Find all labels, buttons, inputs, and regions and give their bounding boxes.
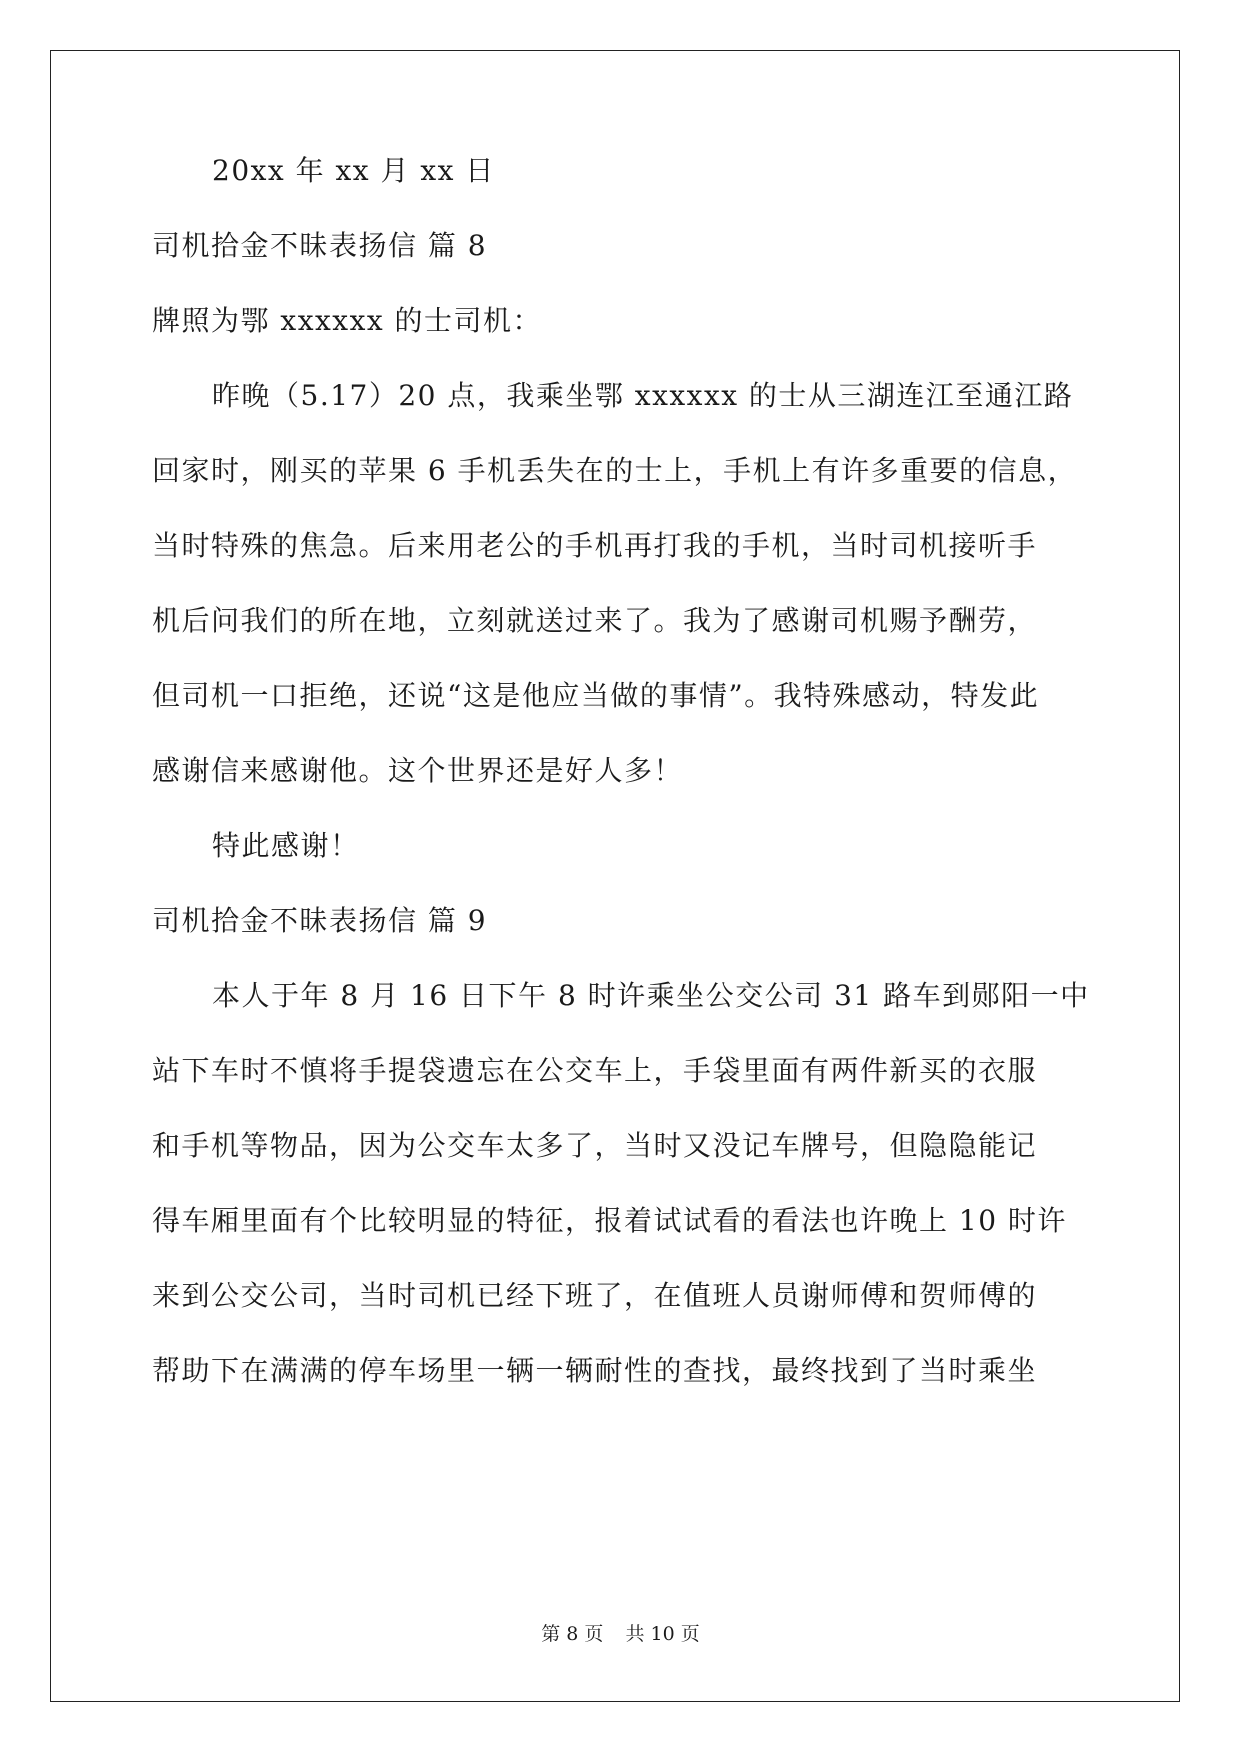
paragraph-line: 但司机一口拒绝，还说“这是他应当做的事情”。我特殊感动，特发此 bbox=[152, 679, 1040, 712]
paragraph-line: 和手机等物品，因为公交车太多了，当时又没记车牌号，但隐隐能记 bbox=[152, 1129, 1038, 1162]
paragraph-line: 机后问我们的所在地，立刻就送过来了。我为了感谢司机赐予酬劳， bbox=[152, 604, 1038, 637]
paragraph-line: 当时特殊的焦急。后来用老公的手机再打我的手机，当时司机接听手 bbox=[152, 529, 1038, 562]
paragraph-line: 站下车时不慎将手提袋遗忘在公交车上，手袋里面有两件新买的衣服 bbox=[152, 1054, 1038, 1087]
section-8-salutation: 牌照为鄂 xxxxxx 的士司机： bbox=[152, 304, 543, 337]
paragraph-line: 得车厢里面有个比较明显的特征，报着试试看的看法也许晚上 10 时许 bbox=[152, 1204, 1067, 1237]
paragraph-line: 本人于年 8 月 16 日下午 8 时许乘坐公交公司 31 路车到郧阳一中 bbox=[212, 979, 1090, 1012]
page-footer bbox=[0, 1622, 1241, 1646]
paragraph-line: 回家时，刚买的苹果 6 手机丢失在的士上，手机上有许多重要的信息， bbox=[152, 454, 1078, 487]
page-border bbox=[50, 50, 1180, 1702]
total-pages: 共 10 页 bbox=[625, 1623, 700, 1645]
paragraph-line: 昨晚（5.17）20 点，我乘坐鄂 xxxxxx 的士从三湖连江至通江路 bbox=[212, 379, 1074, 412]
section-8-heading: 司机拾金不昧表扬信 篇 8 bbox=[152, 229, 488, 262]
date-line: 20xx 年 xx 月 xx 日 bbox=[212, 154, 495, 187]
paragraph-line: 帮助下在满满的停车场里一辆一辆耐性的查找，最终找到了当时乘坐 bbox=[152, 1354, 1038, 1387]
section-9-heading: 司机拾金不昧表扬信 篇 9 bbox=[152, 904, 488, 937]
page-number: 第 8 页 bbox=[541, 1623, 604, 1645]
paragraph-line: 来到公交公司，当时司机已经下班了，在值班人员谢师傅和贺师傅的 bbox=[152, 1279, 1038, 1312]
section-8-closing: 特此感谢！ bbox=[212, 829, 360, 862]
paragraph-line: 感谢信来感谢他。这个世界还是好人多！ bbox=[152, 754, 684, 787]
